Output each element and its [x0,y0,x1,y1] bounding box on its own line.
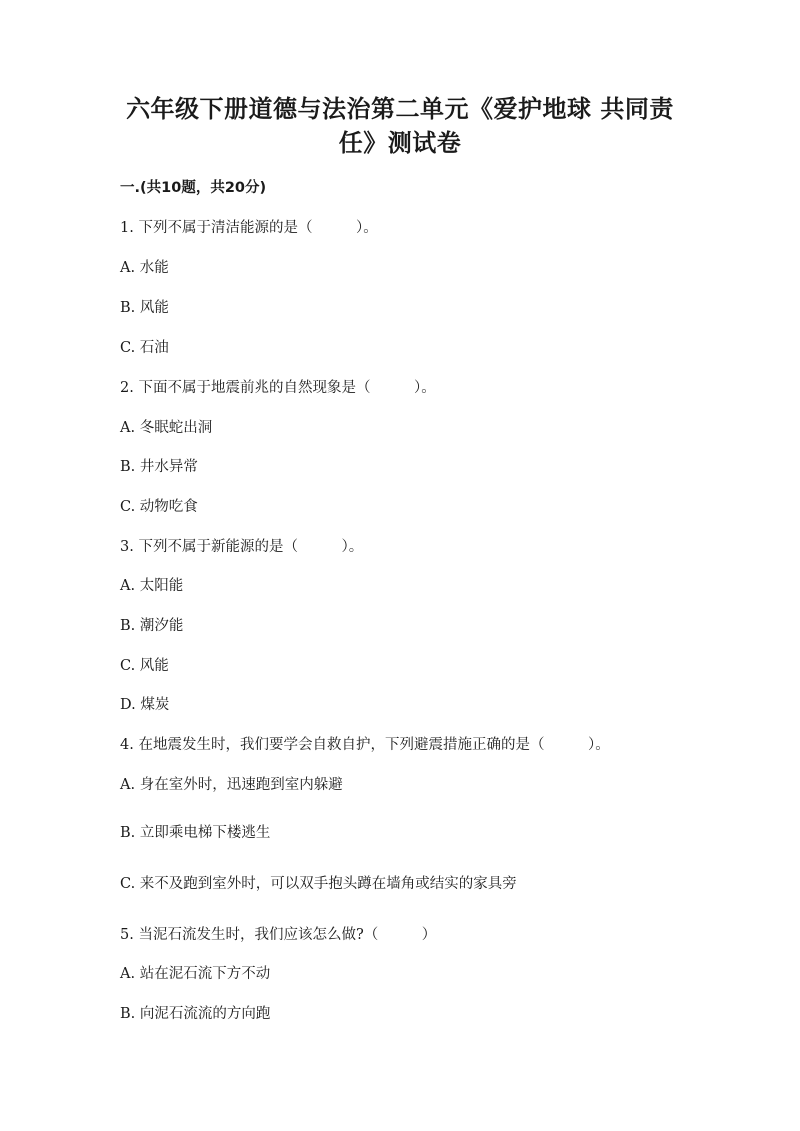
question-1-stem: 1. 下列不属于清洁能源的是（ ）。 [120,220,378,236]
question-2-option-b: B. 井水异常 [120,459,198,475]
question-3-option-a: A. 太阳能 [120,578,184,594]
page-title: 六年级下册道德与法治第二单元《爱护地球 共同责任》测试卷 [126,95,674,157]
question-1-option-a: A. 水能 [120,260,169,276]
question-4-option-c: C. 来不及跑到室外时，可以双手抱头蹲在墙角或结实的家具旁 [120,876,517,892]
question-4-option-b: B. 立即乘电梯下楼逃生 [120,825,271,841]
question-5-option-a: A. 站在泥石流下方不动 [120,966,271,982]
question-2-option-a: A. 冬眠蛇出洞 [120,420,213,436]
question-3-option-c: C. 风能 [120,658,169,674]
question-2-option-c: C. 动物吃食 [120,499,198,515]
question-2-stem: 2. 下面不属于地震前兆的自然现象是（ ）。 [120,380,436,396]
question-1-option-c: C. 石油 [120,340,169,356]
question-5-option-b: B. 向泥石流流的方向跑 [120,1006,271,1022]
question-3-option-d: D. 煤炭 [120,697,170,713]
question-3-option-b: B. 潮汐能 [120,618,184,634]
question-1-option-b: B. 风能 [120,300,169,316]
section-heading: 一.(共10题，共20分) [120,180,267,196]
question-4-option-a: A. 身在室外时，迅速跑到室内躲避 [120,777,343,793]
question-3-stem: 3. 下列不属于新能源的是（ ）。 [120,539,364,555]
question-4-stem: 4. 在地震发生时，我们要学会自救自护，下列避震措施正确的是（ ）。 [120,737,610,753]
question-5-stem: 5. 当泥石流发生时，我们应该怎么做?（ ） [120,927,437,943]
